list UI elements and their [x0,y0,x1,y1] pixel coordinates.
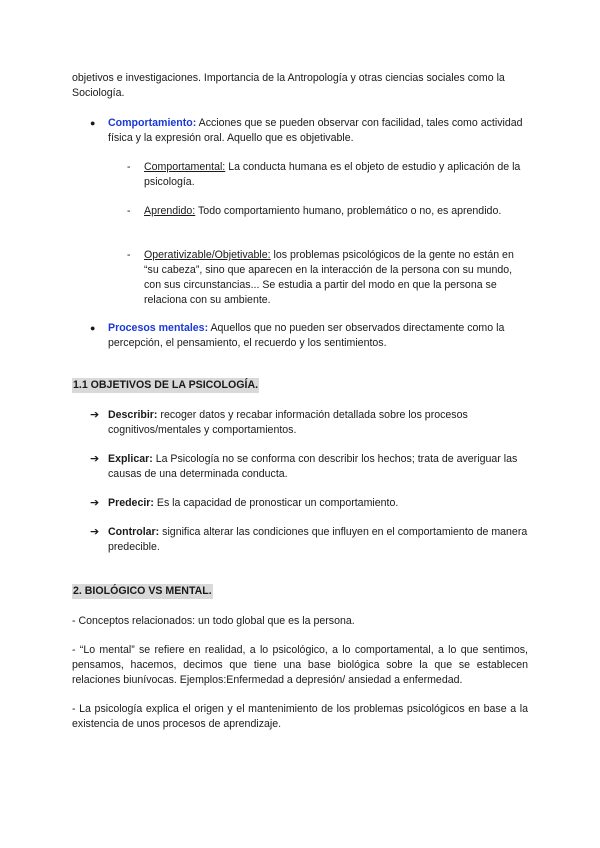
objective-item-explicar [90,452,530,482]
objective-item-controlar [90,525,530,555]
bullet-dot-icon: ● [90,323,96,333]
bullet-term: Comportamiento: [108,117,197,129]
subitem-text: La conducta humana es el objeto de estudio y aplicación de la psicología. [144,161,521,188]
arrow-right-icon: ➔ [90,526,100,538]
paragraph-aprendizaje: - La psicología explica el origen y el mantenimiento de los problemas psicológicos en base a la existencia de unos procesos de aprendizaje. [72,703,528,730]
objective-text: recoger datos y recabar información detallada sobre los procesos cognitivos/mentales y comportamientos. [108,409,468,436]
objective-text: Es la capacidad de pronosticar un comportamiento. [153,497,399,509]
subitem-operativizable [127,248,527,308]
arrow-right-icon: ➔ [90,409,100,421]
paragraph-conceptos: - Conceptos relacionados: un todo global que es la persona. [72,615,355,627]
objective-text: La Psicología no se conforma con describir los hechos; trata de averiguar las causas de una determinada conducta. [108,453,518,480]
section-heading-objetivos: 1.1 OBJETIVOS DE LA PSICOLOGÍA. [73,379,259,391]
bullet-text: Aquellos que no pueden ser observados directamente como la percepción, el pensamiento, el recuerdo y los sentimientos. [108,322,505,349]
bullet-term: Procesos mentales: [108,322,209,334]
objective-text: significa alterar las condiciones que influyen en el comportamiento de manera predecible. [108,526,528,553]
objective-item-describir [90,408,530,438]
objective-term: Predecir: [108,497,154,509]
bullet-dot-icon: ● [90,118,96,128]
intro-paragraph: objetivos e investigaciones. Importancia de la Antropología y otras ciencias sociales como la Sociología. [72,72,505,99]
objective-term: Controlar: [108,526,160,538]
subitem-term: Aprendido: [144,205,196,217]
bullet-text: Acciones que se pueden observar con facilidad, tales como actividad física y la expresión oral. Aquello que es objetivable. [108,117,523,144]
subitem-term: Operativizable/Objetivable: [144,249,271,261]
arrow-right-icon: ➔ [90,453,100,465]
bullet-procesos-mentales [90,321,530,351]
subitem-text: los problemas psicológicos de la gente no están en “su cabeza”, sino que aparecen en la interacción de la persona con su mundo, con sus circunstancias... Se estudia a partir del modo en que la persona se relaciona con su ambiente. [144,249,514,306]
objective-term: Explicar: [108,453,153,465]
dash-icon: - [127,205,131,217]
subitem-text: Todo comportamiento humano, problemático o no, es aprendido. [195,205,502,217]
subitem-comportamental [127,160,527,190]
paragraph-lo-mental: - “Lo mental” se refiere en realidad, a lo psicológico, a lo comportamental, a lo que sentimos, pensamos, hacemos, decimos que tiene una base biológica sobre la que se establecen relaciones biunívocas. Ejemplos:Enfermedad a depresión/ ansiedad a enfermedad. [72,644,528,686]
dash-icon: - [127,249,131,261]
dash-icon: - [127,161,131,173]
subitem-term: Comportamental: [144,161,226,173]
arrow-right-icon: ➔ [90,497,100,509]
subitem-aprendido [127,204,527,219]
objective-term: Describir: [108,409,158,421]
section-heading-biologico: 2. BIOLÓGICO VS MENTAL. [73,585,212,597]
objective-item-predecir [90,496,530,511]
bullet-comportamiento [90,116,530,146]
